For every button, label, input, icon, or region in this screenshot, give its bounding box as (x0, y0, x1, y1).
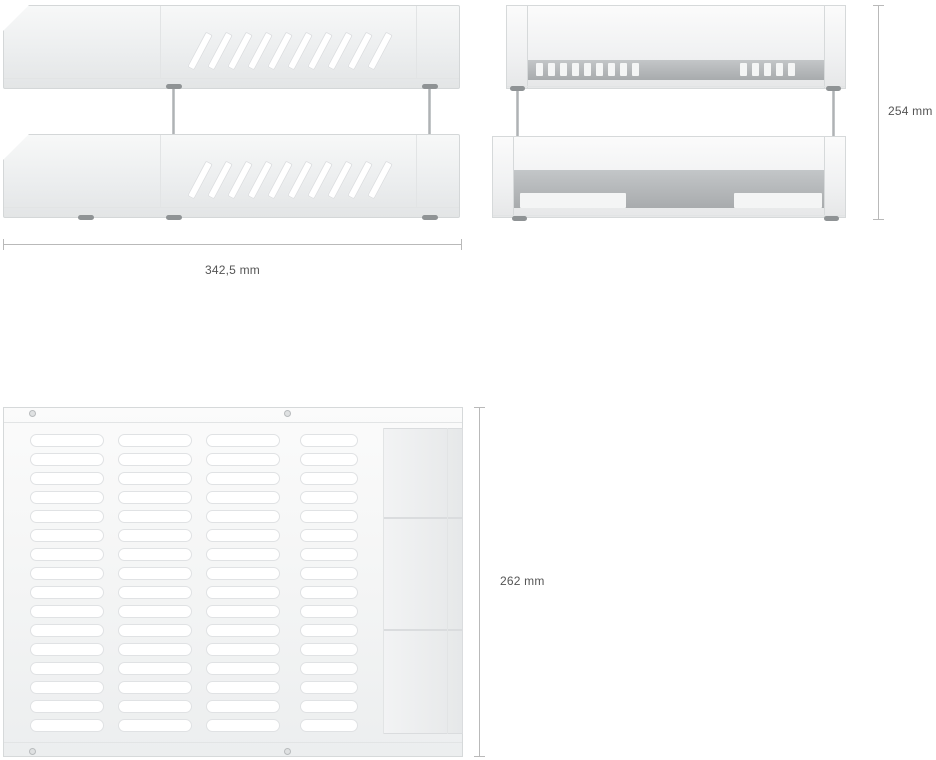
front-view-lower-foot-right (824, 216, 839, 221)
front-view-upper-right-wall (824, 5, 846, 89)
front-view-lower-notch-right (734, 193, 822, 208)
side-view-upper-tray-rib (160, 6, 161, 78)
side-view-lower-foot-right (422, 215, 438, 220)
front-view-lower-notch-left (520, 193, 626, 208)
front-view-upper-foot-right (826, 86, 841, 91)
side-view-upper-foot-right (422, 84, 438, 89)
front-view-upper-base-line (507, 86, 845, 87)
front-view-post-right (832, 90, 835, 136)
plan-view-side-outer-edge (447, 428, 448, 734)
side-view-lower-tray-rib-right (416, 135, 417, 207)
side-view-upper-tray (3, 5, 460, 89)
plan-view-side-divider (383, 428, 384, 734)
plan-view-screw-top-right (284, 410, 291, 417)
plan-view-side-panel-upper (383, 428, 463, 518)
front-view-post-left (516, 90, 519, 136)
side-view-post-left (172, 88, 175, 136)
side-view-upper-tray-rib-right (416, 6, 417, 78)
front-view-lower-foot-left (512, 216, 527, 221)
plan-view-screw-top-left (29, 410, 36, 417)
width-dimension-label: 342,5 mm (205, 263, 260, 277)
side-view-post-right (428, 88, 431, 136)
side-view-lower-tray (3, 134, 460, 218)
side-view-upper-tray-edge (4, 78, 459, 79)
plan-view-screw-bottom-right (284, 748, 291, 755)
side-view-lower-tray-edge (4, 207, 459, 208)
plan-view-top-rail (4, 422, 462, 423)
plan-view-bottom-rail (4, 742, 462, 743)
side-view-lower-foot-left (78, 215, 94, 220)
front-view-lower-base-line (493, 215, 845, 216)
depth-dimension-label: 262 mm (500, 574, 545, 588)
side-view-upper-foot-left (166, 84, 182, 89)
plan-view-side-panel-lower (383, 630, 463, 734)
plan-view-side-panel-mid (383, 518, 463, 630)
side-view-lower-foot-mid (166, 215, 182, 220)
height-dimension-label: 254 mm (888, 104, 933, 118)
side-view-lower-tray-rib (160, 135, 161, 207)
front-view-lower-left-wall (492, 136, 514, 218)
front-view-upper-left-wall (506, 5, 528, 89)
front-view-upper-foot-left (510, 86, 525, 91)
front-view-lower-right-wall (824, 136, 846, 218)
plan-view-screw-bottom-left (29, 748, 36, 755)
